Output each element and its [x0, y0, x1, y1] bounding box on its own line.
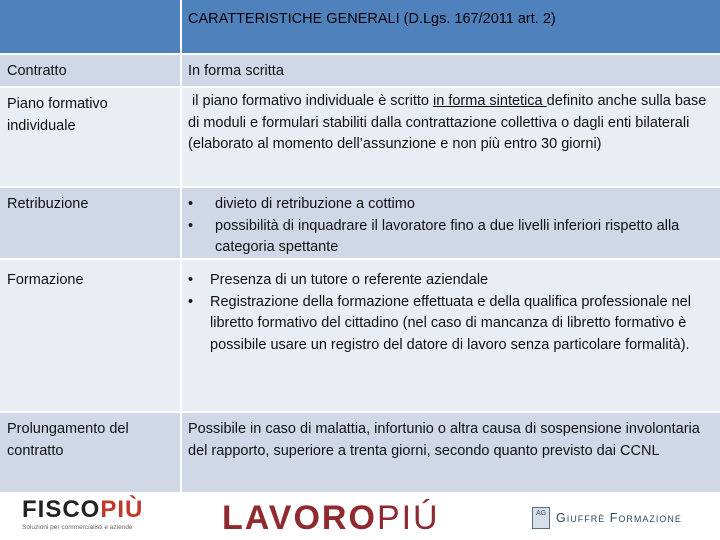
list-item — [188, 194, 714, 216]
row-label: Piano formativo individuale — [7, 96, 108, 134]
bullet-icon: • — [188, 196, 194, 212]
lavoropiu-part1: LAVORO — [222, 499, 377, 537]
list-item-text: possibilità di inquadrare il lavoratore fino a due livelli inferiori rispetto alla categoria spettante — [215, 217, 680, 255]
row-label: Contratto — [7, 63, 67, 79]
giuffre-wordmark: Giuffrè Formazione — [556, 511, 682, 525]
row-text — [180, 88, 720, 186]
list-item — [188, 216, 714, 259]
row-text: In forma scritta — [180, 55, 720, 86]
giuffre-formazione-logo — [532, 505, 682, 531]
lavoropiu-logo — [222, 498, 440, 538]
bullet-icon: • — [188, 272, 194, 288]
fiscopiu-logo — [22, 496, 144, 534]
header-cell-empty — [0, 0, 180, 53]
bullet-icon: • — [188, 293, 194, 310]
row-bullets — [180, 188, 720, 258]
fiscopiu-wordmark — [22, 496, 144, 523]
list-item-text: divieto di retribuzione a cottimo — [215, 196, 415, 212]
list-item-text: Registrazione della formazione effettuata e della qualifica professionale nel libretto formativo del cittadino (nel caso di mancanza di libretto formativo è possibile usare un registro del datore di lavoro senza particolare formalità). — [210, 293, 691, 353]
row-label: Prolungamento del contratto — [7, 421, 129, 459]
table-header-row — [0, 0, 720, 53]
underlined-text: in forma sintetica — [433, 93, 547, 109]
lavoropiu-part2: PIÚ — [376, 499, 440, 537]
bullet-icon: • — [188, 217, 194, 234]
bullet-list — [188, 270, 714, 356]
fiscopiu-tagline: Soluzioni per commercialisti e aziende — [22, 524, 133, 531]
row-label: Formazione — [7, 272, 84, 288]
table-row — [0, 260, 720, 411]
row-bullets — [180, 260, 720, 411]
text-part: definito anche sulla base di moduli e formulari stabiliti dalla contrattazione collettiva o dagli enti bilaterali (elaborato al momento dell’assunzione e non più entro 30 giorni) — [188, 93, 707, 152]
list-item-text: Presenza di un tutore o referente aziendale — [210, 272, 489, 288]
row-label: Retribuzione — [7, 196, 89, 212]
fiscopiu-part1: FISCO — [22, 496, 101, 523]
table-row — [0, 188, 720, 258]
row-text: Possibile in caso di malattia, infortunio o altra causa di sospensione involontaria del rapporto, superiore a trenta giorni, secondo quanto previsto dai CCNL — [180, 413, 720, 492]
text-part: il piano formativo individuale è scritto — [188, 93, 434, 109]
bullet-list — [188, 194, 714, 259]
list-item — [188, 292, 714, 357]
giuffre-emblem-icon: AG — [532, 507, 550, 529]
fiscopiu-part2: PIÙ — [100, 496, 144, 523]
table-row — [0, 413, 720, 492]
table-row — [0, 55, 720, 86]
table-row — [0, 88, 720, 186]
list-item — [188, 270, 714, 292]
table-title: CARATTERISTICHE GENERALI (D.Lgs. 167/2011 art. 2) — [180, 0, 720, 53]
